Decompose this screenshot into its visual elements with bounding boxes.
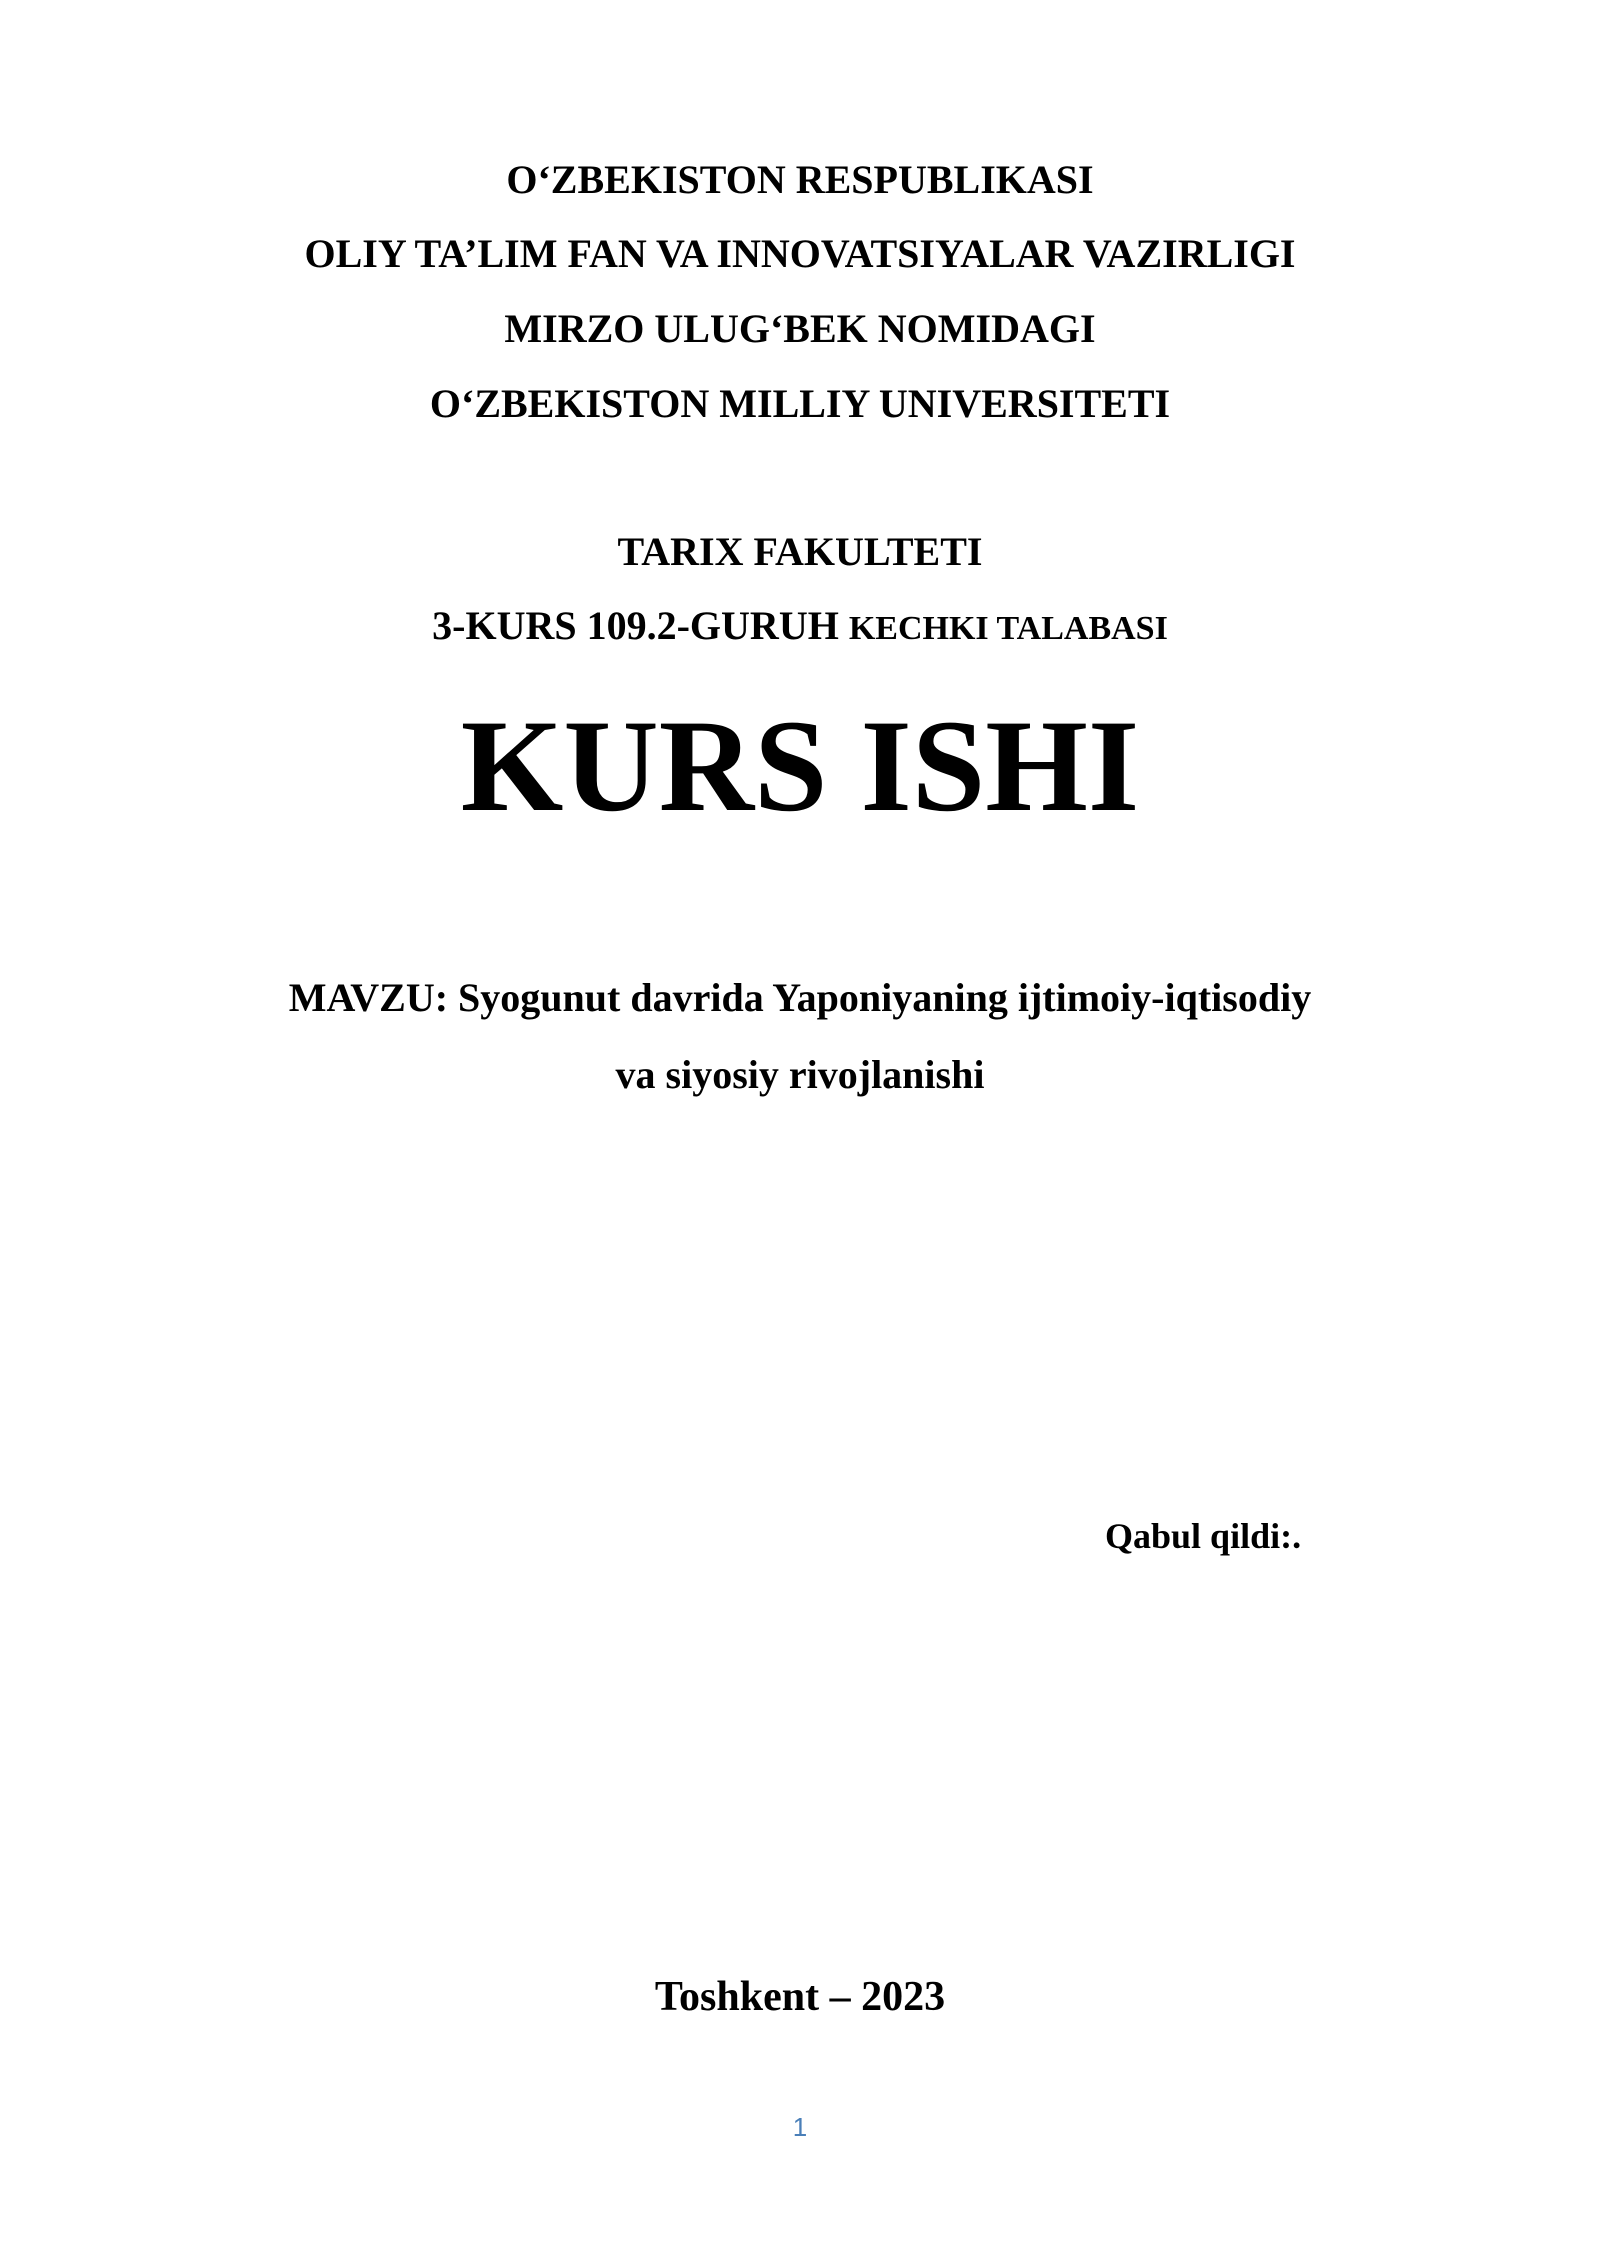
header-line-namesake: MIRZO ULUG‘BEK NOMIDAGI xyxy=(504,306,1096,351)
group-suffix: KECHKI TALABASI xyxy=(848,610,1168,647)
topic-line-2: va siyosiy rivojlanishi xyxy=(615,1052,985,1097)
document-title: KURS ISHI xyxy=(460,692,1140,839)
topic-line-1: MAVZU: Syogunut davrida Yaponiyaning ijtimoiy-iqtisodiy xyxy=(288,975,1312,1020)
header-line-ministry: OLIY TA’LIM FAN VA INNOVATSIYALAR VAZIRLIGI xyxy=(304,231,1296,276)
page-number: 1 xyxy=(792,2112,808,2142)
group-main: 3-KURS 109.2-GURUH xyxy=(432,603,849,648)
city-year: Toshkent – 2023 xyxy=(654,1974,946,2020)
header-line-country: O‘ZBEKISTON RESPUBLIKASI xyxy=(506,157,1094,202)
accepted-by-label: Qabul qildi:. xyxy=(1105,1516,1302,1556)
student-group xyxy=(0,603,1600,648)
faculty-name: TARIX FAKULTETI xyxy=(617,529,983,574)
header-line-university: O‘ZBEKISTON MILLIY UNIVERSITETI xyxy=(429,381,1171,426)
